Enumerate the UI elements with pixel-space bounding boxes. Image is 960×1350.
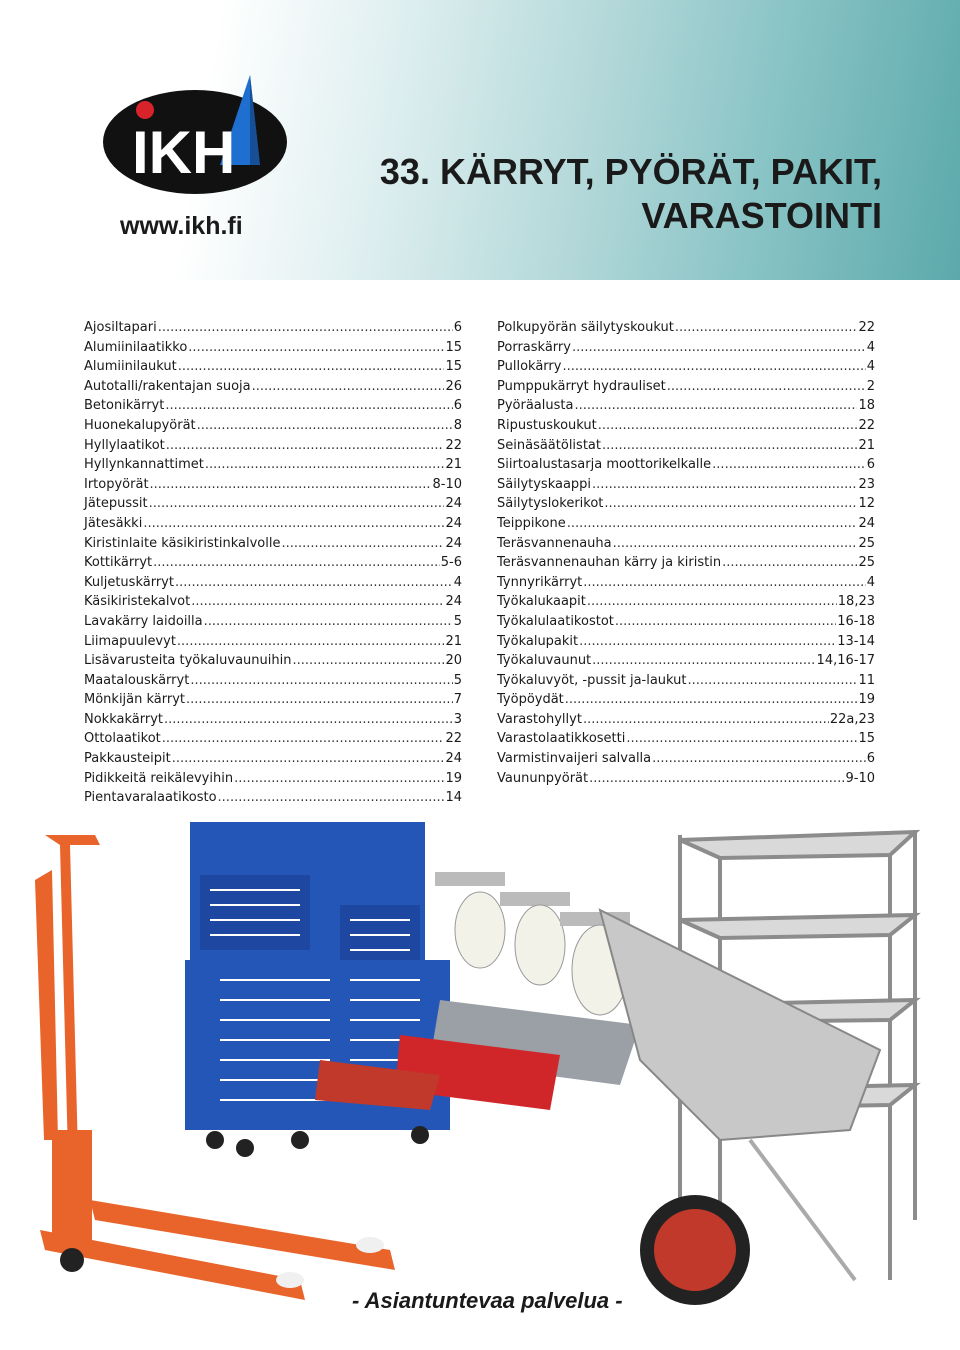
index-entry [497, 320, 875, 340]
index-entry-label: Hyllynkannattimet [84, 457, 204, 473]
index-leader-dots [281, 536, 444, 551]
index-leader-dots [191, 594, 444, 609]
index-entry-label: Vaununpyörät [497, 770, 589, 786]
index-entry [84, 712, 462, 732]
index-entry-label: Käsikiristekalvot [84, 594, 191, 610]
index-entry-page: 22 [858, 320, 875, 335]
index-leader-dots [143, 516, 444, 531]
index-leader-dots [615, 614, 836, 629]
index-entry [497, 536, 875, 556]
index-entry-label: Jätepussit [84, 496, 148, 512]
index-entry-label: Työkalukaapit [497, 594, 586, 610]
index-entry [84, 614, 462, 634]
title-line-2: VARASTOINTI [641, 195, 882, 236]
index-entry [497, 359, 875, 379]
index-leader-dots [572, 340, 866, 355]
index-leader-dots [589, 771, 844, 786]
index-entry-label: Varastohyllyt [497, 711, 582, 727]
index-entry-label: Hyllylaatikot [84, 437, 165, 453]
index-leader-dots [592, 477, 857, 492]
index-leader-dots [150, 477, 432, 492]
index-entry-page: 11 [858, 672, 875, 688]
index-leader-dots [675, 320, 858, 335]
index-entry-label: Pidikkeitä reikälevyihin [84, 770, 234, 786]
index-entry-page: 22 [445, 731, 462, 747]
index-leader-dots [204, 614, 453, 629]
index-entry-label: Nokkakärryt [84, 711, 163, 727]
index-entry-label: Työkaluvaunut [497, 653, 592, 669]
index-entry [84, 790, 462, 810]
index-leader-dots [579, 634, 836, 649]
index-entry [497, 575, 875, 595]
index-leader-dots [712, 457, 866, 472]
index-column-left [84, 320, 462, 810]
index-entry [84, 496, 462, 516]
index-entry [84, 398, 462, 418]
index-entry-page: 7 [453, 692, 462, 708]
index-entry [497, 398, 875, 418]
index-column-right [497, 320, 875, 790]
index-entry [497, 692, 875, 712]
index-entry-label: Seinäsäätölistat [497, 437, 601, 453]
index-entry [84, 516, 462, 536]
ikh-logo [100, 70, 300, 200]
index-leader-dots [567, 516, 858, 531]
index-entry [84, 673, 462, 693]
index-entry [84, 771, 462, 791]
index-entry-page: 24 [445, 594, 462, 610]
index-entry [497, 712, 875, 732]
index-leader-dots [583, 575, 865, 590]
index-entry [497, 614, 875, 634]
index-leader-dots [583, 712, 829, 727]
index-entry [497, 751, 875, 771]
index-leader-dots [562, 359, 865, 374]
index-leader-dots [149, 496, 445, 511]
index-entry [497, 634, 875, 654]
index-leader-dots [587, 594, 837, 609]
index-leader-dots [166, 438, 445, 453]
index-leader-dots [292, 653, 444, 668]
index-entry-page: 4 [453, 574, 462, 590]
index-entry-label: Ajosiltapari [84, 320, 157, 335]
index-entry [84, 340, 462, 360]
index-leader-dots [177, 634, 445, 649]
index-entry-label: Kiristinlaite käsikiristinkalvolle [84, 535, 281, 551]
index-entry [497, 653, 875, 673]
index-leader-dots [175, 575, 453, 590]
index-entry [497, 731, 875, 751]
index-entry [84, 418, 462, 438]
index-entry-page: 18 [858, 398, 875, 414]
index-entry [497, 457, 875, 477]
index-entry-page: 5 [453, 672, 462, 688]
header-banner [0, 0, 960, 280]
index-leader-dots [162, 731, 445, 746]
index-leader-dots [186, 692, 453, 707]
index-leader-dots [604, 496, 857, 511]
index-entry-label: Ripustuskoukut [497, 417, 597, 433]
index-entry-label: Lisävarusteita työkaluvaunuihin [84, 653, 292, 669]
index-entry-page: 12 [858, 496, 875, 512]
index-leader-dots [598, 418, 858, 433]
index-leader-dots [626, 731, 857, 746]
index-entry [84, 379, 462, 399]
index-entry-label: Porraskärry [497, 339, 571, 355]
index-leader-dots [158, 320, 453, 335]
index-entry-label: Säilytyskaappi [497, 476, 592, 492]
index-leader-dots [252, 379, 445, 394]
index-entry-label: Jätesäkki [84, 515, 143, 531]
index-leader-dots [234, 771, 444, 786]
index-entry [84, 320, 462, 340]
index-entry-label: Kottikärryt [84, 555, 153, 571]
index-entry-label: Mönkijän kärryt [84, 692, 186, 708]
index-entry-label: Säilytyslokerikot [497, 496, 604, 512]
index-entry-label: Pyöräalusta [497, 398, 574, 414]
index-entry-page: 21 [445, 457, 462, 473]
index-entry-page: 15 [858, 731, 875, 747]
index-entry-page: 14 [445, 790, 462, 806]
index-entry [84, 751, 462, 771]
index-entry-page: 13-14 [837, 633, 875, 649]
wheelbarrow-image [600, 910, 880, 1298]
index-entry [497, 340, 875, 360]
index-entry [497, 771, 875, 791]
index-entry [84, 438, 462, 458]
index-leader-dots [153, 555, 440, 570]
index-entry-label: Huonekalupyörät [84, 417, 196, 433]
index-entry-page: 8-10 [432, 476, 462, 492]
index-entry-label: Irtopyörät [84, 476, 149, 492]
index-leader-dots [688, 673, 858, 688]
index-entry-page: 6 [866, 751, 875, 767]
index-entry-label: Alumiinilaatikko [84, 339, 188, 355]
page-title [380, 150, 882, 238]
title-line-1: 33. KÄRRYT, PYÖRÄT, PAKIT, [379, 151, 882, 192]
index-leader-dots [667, 379, 866, 394]
index-entry-label: Pakkausteipit [84, 751, 171, 767]
index-entry [497, 438, 875, 458]
index-entry [84, 731, 462, 751]
index-leader-dots [592, 653, 815, 668]
index-entry-page: 4 [866, 359, 875, 375]
index-entry-page: 20 [445, 653, 462, 669]
index-entry-label: Kuljetuskärryt [84, 574, 174, 590]
index-entry-label: Teippikone [497, 515, 566, 531]
index-entry-page: 15 [445, 339, 462, 355]
index-entry [84, 653, 462, 673]
index-entry-page: 25 [858, 555, 875, 571]
index-entry-page: 6 [453, 398, 462, 414]
index-leader-dots [190, 673, 452, 688]
index-leader-dots [565, 692, 858, 707]
index-entry [84, 594, 462, 614]
index-leader-dots [165, 398, 452, 413]
index-entry-label: Työkaluvyöt, -pussit ja-laukut [497, 672, 687, 688]
index-entry-page: 14,16-17 [816, 653, 875, 669]
index-entry-page: 15 [445, 359, 462, 375]
index-entry-page: 5 [453, 613, 462, 629]
index-entry [84, 692, 462, 712]
index-leader-dots [178, 359, 445, 374]
index-entry [84, 359, 462, 379]
index-entry-label: Työkalupakit [497, 633, 579, 649]
index-entry-page: 24 [445, 515, 462, 531]
index-entry-page: 6 [453, 320, 462, 335]
index-entry [497, 418, 875, 438]
index-entry [84, 555, 462, 575]
index-entry-page: 19 [445, 770, 462, 786]
index-entry [497, 673, 875, 693]
index-entry-label: Siirtoalustasarja moottorikelkalle [497, 457, 712, 473]
index-entry-page: 9-10 [845, 770, 875, 786]
index-entry-page: 22 [858, 417, 875, 433]
index-entry-page: 4 [866, 574, 875, 590]
index-entry-label: Työkalulaatikostot [497, 613, 614, 629]
index-entry-page: 25 [858, 535, 875, 551]
index-entry-page: 4 [866, 339, 875, 355]
index-entry [84, 477, 462, 497]
index-entry-page: 23 [858, 476, 875, 492]
index-entry [84, 634, 462, 654]
index-entry-label: Betonikärryt [84, 398, 165, 414]
index-leader-dots [188, 340, 444, 355]
caster-wheels-image [435, 872, 630, 1015]
index-entry-label: Liimapuulevyt [84, 633, 176, 649]
index-leader-dots [218, 790, 445, 805]
index-entry-page: 24 [445, 496, 462, 512]
index-leader-dots [164, 712, 453, 727]
index-leader-dots [613, 536, 858, 551]
index-entry-page: 2 [866, 378, 875, 394]
index-entry-page: 24 [445, 535, 462, 551]
index-entry-page: 24 [858, 515, 875, 531]
index-entry-page: 24 [445, 751, 462, 767]
index-leader-dots [172, 751, 445, 766]
index-entry [497, 594, 875, 614]
index-entry-label: Autotalli/rakentajan suoja [84, 378, 251, 394]
index-entry-label: Teräsvannenauha [497, 535, 612, 551]
index-entry-label: Maatalouskärryt [84, 672, 190, 688]
tagline: - Asiantuntevaa palvelua - [352, 1288, 623, 1313]
index-entry [497, 516, 875, 536]
index-entry-page: 22a,23 [829, 711, 875, 727]
index-entry-label: Alumiinilaukut [84, 359, 177, 375]
index-entry-page: 26 [445, 378, 462, 394]
index-leader-dots [197, 418, 453, 433]
index-entry-label: Pullokärry [497, 359, 562, 375]
index-entry-page: 5-6 [440, 555, 462, 571]
index-entry-label: Teräsvannenauhan kärry ja kiristin [497, 555, 722, 571]
index-entry-label: Varastolaatikkosetti [497, 731, 626, 747]
product-photos [0, 810, 960, 1350]
index-leader-dots [652, 751, 866, 766]
index-entry-label: Pientavaralaatikosto [84, 790, 217, 806]
index-entry-page: 22 [445, 437, 462, 453]
index-entry-label: Varmistinvaijeri salvalla [497, 751, 652, 767]
index-leader-dots [602, 438, 857, 453]
index-entry [84, 457, 462, 477]
index-entry-page: 21 [858, 437, 875, 453]
index-entry [497, 496, 875, 516]
index-leader-dots [205, 457, 445, 472]
index-entry [497, 379, 875, 399]
logo-text: IKH [132, 119, 236, 186]
index-entry-page: 21 [445, 633, 462, 649]
index-entry [84, 575, 462, 595]
index-entry-label: Pumppukärryt hydrauliset [497, 378, 666, 394]
index-entry [497, 555, 875, 575]
index-leader-dots [722, 555, 857, 570]
index-entry-label: Polkupyörän säilytyskoukut [497, 320, 674, 335]
index-entry-page: 19 [858, 692, 875, 708]
index-entry-page: 18,23 [837, 594, 875, 610]
index-entry-page: 3 [453, 711, 462, 727]
index-entry-label: Ottolaatikot [84, 731, 161, 747]
index-entry [84, 536, 462, 556]
index-entry-page: 8 [453, 417, 462, 433]
website-url[interactable]: www.ikh.fi [120, 212, 243, 240]
index-leader-dots [574, 398, 857, 413]
index-entry-label: Työpöydät [497, 692, 564, 708]
index-entry-page: 16-18 [837, 613, 875, 629]
index-entry-label: Lavakärry laidoilla [84, 613, 203, 629]
index-entry-page: 6 [866, 457, 875, 473]
index-entry-label: Tynnyrikärryt [497, 574, 583, 590]
index-entry [497, 477, 875, 497]
